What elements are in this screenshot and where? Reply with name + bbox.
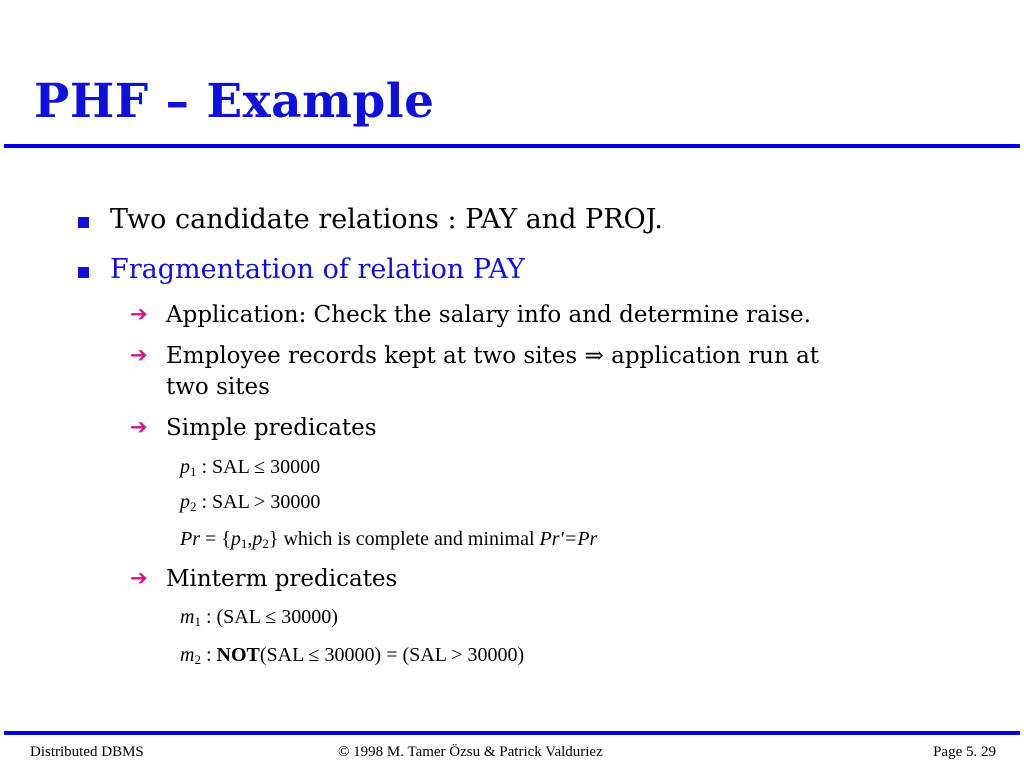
minterm-expr: (SAL ≤ 30000) = (SAL > 30000) [259, 644, 525, 666]
pr-p2: p [252, 528, 263, 550]
predicate-sub: 1 [190, 464, 197, 479]
minterm-m2 [180, 645, 524, 666]
subbullet-text: Simple predicates [166, 415, 377, 441]
pr-eq: = { [200, 528, 231, 550]
bullet-text: Two candidate relations : PAY and PROJ. [110, 204, 663, 235]
minterm-var: m [180, 644, 195, 666]
footer-divider [4, 731, 1020, 735]
pr-var: Pr [180, 528, 200, 550]
minterm-sub: 1 [194, 614, 201, 629]
pr-p1: p [230, 528, 241, 550]
minterm-not: NOT [216, 644, 260, 666]
footer-copyright: © 1998 M. Tamer Özsu & Patrick Valduriez [338, 744, 603, 760]
subbullet-text: Minterm predicates [166, 566, 398, 592]
arrow-right-icon: ➔ [130, 566, 148, 590]
predicate-expr: : SAL ≤ 30000 [196, 456, 321, 478]
minterm-colon: : [200, 644, 217, 666]
arrow-right-icon: ➔ [130, 415, 148, 439]
pr-close: } which is complete and minimal [268, 528, 540, 550]
minterm-var: m [180, 606, 195, 628]
pr-prime: Pr'=Pr [539, 528, 598, 550]
minterm-m1 [180, 607, 338, 628]
title-divider [4, 144, 1020, 148]
predicate-var: p [180, 456, 190, 478]
predicate-set-pr [180, 529, 597, 550]
arrow-right-icon: ➔ [130, 343, 148, 367]
pr-p1-sub: 1 [240, 536, 248, 551]
subbullet-text: Employee records kept at two sites ⇒ application run at [166, 343, 820, 369]
predicate-expr: : SAL > 30000 [196, 491, 321, 513]
footer-page-number: Page 5. 29 [933, 744, 996, 760]
predicate-var: p [180, 491, 190, 513]
minterm-sub: 2 [194, 652, 201, 667]
pr-p2-sub: 2 [262, 536, 269, 551]
minterm-expr: : (SAL ≤ 30000) [200, 606, 338, 628]
predicate-p1 [180, 457, 320, 478]
slide-title: PHF – Example [34, 74, 435, 129]
subbullet-text: Application: Check the salary info and determine raise. [166, 302, 811, 328]
bullet-text: Fragmentation of relation PAY [110, 254, 525, 285]
square-bullet-icon [78, 267, 89, 278]
pr-comma: , [247, 528, 253, 550]
footer-course: Distributed DBMS [30, 744, 144, 760]
subbullet-text-continued: two sites [166, 374, 270, 400]
predicate-p2 [180, 492, 320, 513]
predicate-sub: 2 [190, 499, 197, 514]
arrow-right-icon: ➔ [130, 302, 148, 326]
square-bullet-icon [78, 217, 89, 228]
